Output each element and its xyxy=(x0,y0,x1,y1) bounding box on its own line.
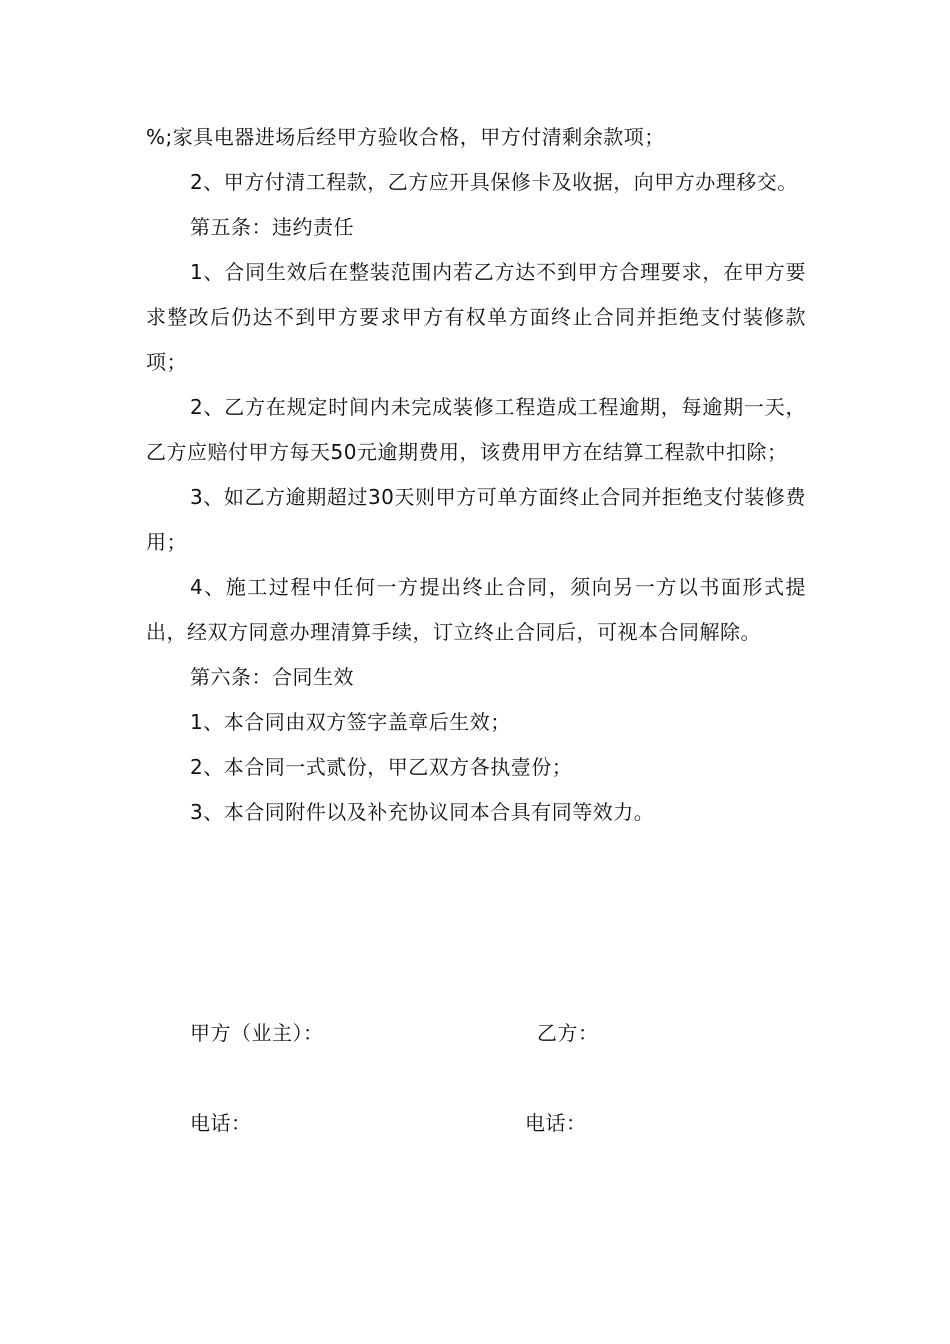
paragraph-breach-1: 1、合同生效后在整装范围内若乙方达不到甲方合理要求，在甲方要求整改后仍达不到甲方要求甲方有权单方面终止合同并拒绝支付装修款项； xyxy=(146,260,806,374)
party-b-label: 乙方： xyxy=(537,1021,599,1045)
paragraph-payment-remaining: %;家具电器进场后经甲方验收合格，甲方付清剩余款项； xyxy=(146,125,665,149)
phone-a-label: 电话： xyxy=(190,1111,252,1135)
paragraph-handover: 2、甲方付清工程款，乙方应开具保修卡及收据，向甲方办理移交。 xyxy=(190,170,798,194)
section-heading-article-5: 第五条：违约责任 xyxy=(190,215,354,239)
paragraph-breach-4: 4、施工过程中任何一方提出终止合同，须向另一方以书面形式提出，经双方同意办理清算手续，订立终止合同后，可视本合同解除。 xyxy=(146,575,806,644)
document-body xyxy=(146,115,806,835)
phone-b-label: 电话： xyxy=(525,1111,587,1135)
paragraph-effect-1: 1、本合同由双方签字盖章后生效； xyxy=(190,710,511,734)
paragraph-effect-3: 3、本合同附件以及补充协议同本合具有同等效力。 xyxy=(190,800,655,824)
section-heading-article-6: 第六条：合同生效 xyxy=(190,665,354,689)
paragraph-breach-2: 2、乙方在规定时间内未完成装修工程造成工程逾期，每逾期一天，乙方应赔付甲方每天50元逾期费用，该费用甲方在结算工程款中扣除； xyxy=(146,395,806,464)
party-a-label: 甲方（业主）： xyxy=(190,1021,324,1045)
paragraph-effect-2: 2、本合同一式贰份，甲乙双方各执壹份； xyxy=(190,755,573,779)
paragraph-breach-3: 3、如乙方逾期超过30天则甲方可单方面终止合同并拒绝支付装修费用； xyxy=(146,485,806,554)
